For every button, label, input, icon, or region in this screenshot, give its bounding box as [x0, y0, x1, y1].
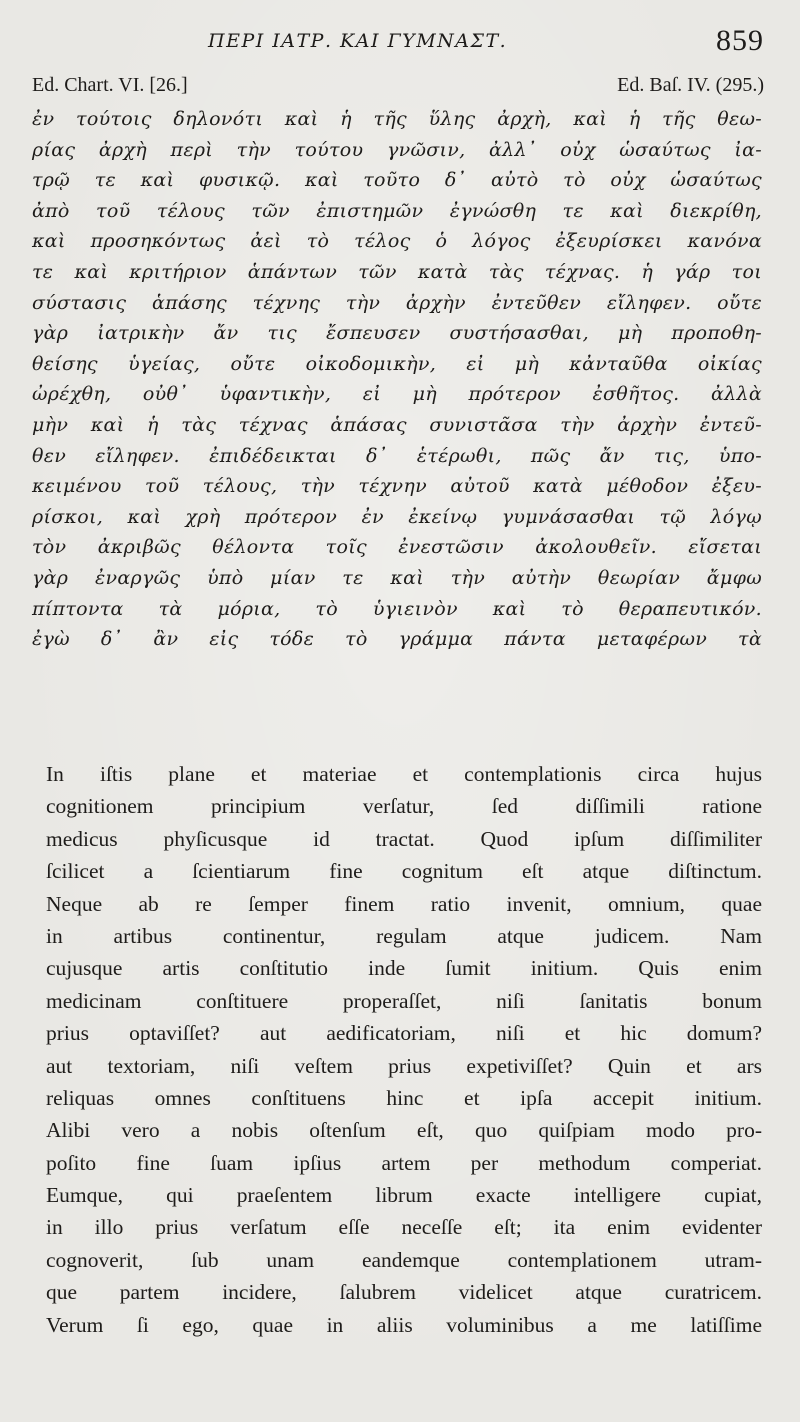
latin-line: ſcilicet a ſcientiarum fine cognitum eſt atque diſtinctum.	[46, 859, 762, 884]
greek-line: θείσης ὑγείας, οὔτε οἰκοδομικὴν, εἰ μὴ κἀνταῦθα οἰκίας	[32, 352, 762, 375]
running-title: ΠΕΡΙ ΙΑΤΡ. ΚΑΙ ΓΥΜΝΑΣΤ.	[208, 30, 508, 52]
edition-chartier-reference: Ed. Chart. VI. [26.]	[32, 74, 188, 96]
greek-line: θεν εἴληφεν. ἐπιδέδεικται δ᾽ ἑτέρωθι, πῶς ἄν τις, ὑπο-	[32, 444, 762, 467]
greek-line: μὴν καὶ ἡ τὰς τέχνας ἁπάσας συνιστᾶσα τὴν ἀρχὴν ἐντεῦ-	[32, 413, 762, 436]
greek-text-block	[32, 104, 762, 655]
greek-line: ὠρέχθη, οὐθ᾽ ὑφαντικὴν, εἰ μὴ πρότερον ἐσθῆτος. ἀλλὰ	[32, 383, 762, 406]
greek-line: ἐν τούτοις δηλονότι καὶ ἡ τῆς ὕλης ἀρχὴ, καὶ ἡ τῆς θεω-	[32, 108, 762, 130]
greek-line: τὸν ἀκριβῶς θέλοντα τοῖς ἐνεστῶσιν ἀκολουθεῖν. εἴσεται	[32, 536, 762, 559]
greek-line: πίπτοντα τὰ μόρια, τὸ ὑγιεινὸν καὶ τὸ θεραπευτικόν.	[32, 597, 762, 620]
page-number: 859	[716, 24, 764, 57]
greek-line: τε καὶ κριτήριον ἁπάντων τῶν κατὰ τὰς τέχνας. ἡ γάρ τοι	[32, 260, 762, 283]
greek-line: σύστασις ἁπάσης τέχνης τὴν ἀρχὴν ἐντεῦθεν εἴληφεν. οὔτε	[32, 291, 762, 314]
latin-line: in artibus continentur, regulam atque judicem. Nam	[46, 923, 762, 948]
latin-line: medicus phyſicusque id tractat. Quod ipſum diſſimiliter	[46, 826, 762, 851]
greek-line: κειμένου τοῦ τέλους, τὴν τέχνην αὐτοῦ κατὰ μέθοδον ἐξευ-	[32, 475, 762, 498]
running-head	[0, 22, 800, 62]
latin-line: Eumque, qui praeſentem librum exacte intelligere cupiat,	[46, 1183, 762, 1208]
latin-line: reliquas omnes conſtituens hinc et ipſa accepit initium.	[46, 1085, 762, 1110]
greek-line: καὶ προσηκόντως ἀεὶ τὸ τέλος ὁ λόγος ἐξευρίσκει κανόνα	[32, 230, 762, 253]
latin-line: que partem incidere, ſalubrem videlicet atque curatricem.	[46, 1280, 762, 1305]
latin-line: cognitionem principium verſatur, ſed diſſimili ratione	[46, 794, 762, 819]
latin-line: in illo prius verſatum eſſe neceſſe eſt; ita enim evidenter	[46, 1215, 762, 1240]
latin-line: Verum ſi ego, quae in aliis voluminibus a me latiſſime	[46, 1312, 762, 1337]
latin-line: Neque ab re ſemper finem ratio invenit, omnium, quae	[46, 891, 762, 916]
latin-line: poſito fine ſuam ipſius artem per methodum comperiat.	[46, 1150, 762, 1175]
latin-line: In iſtis plane et materiae et contemplationis circa hujus	[46, 762, 762, 786]
greek-line: γὰρ ἐναργῶς ὑπὸ μίαν τε καὶ τὴν αὐτὴν θεωρίαν ἄμφω	[32, 566, 762, 589]
latin-line: cujusque artis conſtitutio inde ſumit initium. Quis enim	[46, 956, 762, 981]
latin-line: prius optaviſſet? aut aedificatoriam, niſi et hic domum?	[46, 1021, 762, 1046]
edition-reference-line	[32, 74, 764, 100]
greek-line: γὰρ ἰατρικὴν ἄν τις ἔσπευσεν συστήσασθαι, μὴ προποθη-	[32, 322, 762, 345]
greek-line: ρίσκοι, καὶ χρὴ πρότερον ἐν ἐκείνῳ γυμνάσασθαι τῷ λόγῳ	[32, 505, 762, 528]
latin-line: cognoverit, ſub unam eandemque contemplationem utram-	[46, 1247, 762, 1272]
latin-line: Alibi vero a nobis oſtenſum eſt, quo quiſpiam modo pro-	[46, 1118, 762, 1143]
edition-basel-reference: Ed. Baſ. IV. (295.)	[617, 74, 764, 96]
greek-line: τρῷ τε καὶ φυσικῷ. καὶ τοῦτο δ᾽ αὐτὸ τὸ οὐχ ὡσαύτως	[32, 169, 762, 192]
greek-line: ἐγὼ δ᾽ ἂν εἰς τόδε τὸ γράμμα πάντα μεταφέρων τὰ	[32, 628, 762, 651]
latin-translation-block	[46, 758, 762, 1341]
latin-line: medicinam conſtituere properaſſet, niſi ſanitatis bonum	[46, 988, 762, 1013]
greek-line: ρίας ἀρχὴ περὶ τὴν τούτου γνῶσιν, ἀλλ᾽ οὐχ ὡσαύτως ἰα-	[32, 138, 762, 161]
greek-line: ἀπὸ τοῦ τέλους τῶν ἐπιστημῶν ἐγνώσθη τε καὶ διεκρίθη,	[32, 199, 762, 222]
latin-line: aut textoriam, niſi veſtem prius expetiviſſet? Quin et ars	[46, 1053, 762, 1078]
